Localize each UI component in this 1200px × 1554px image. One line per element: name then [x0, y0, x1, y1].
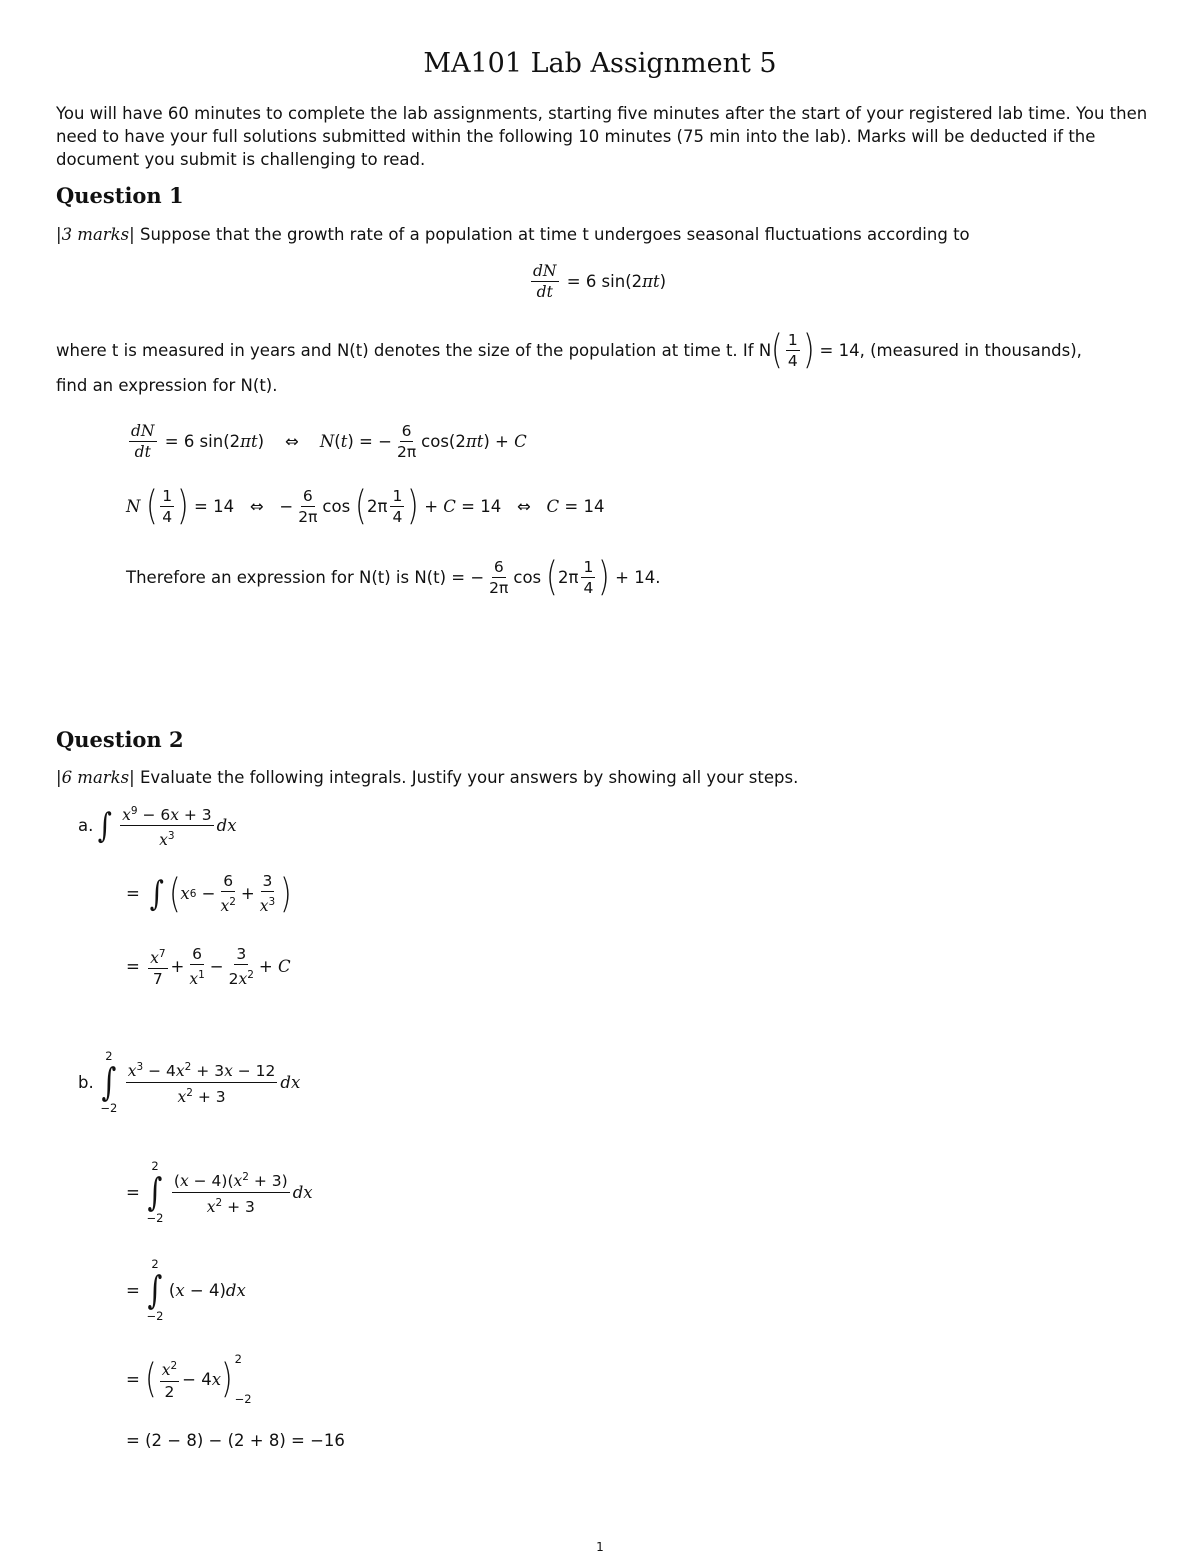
q1-prompt: Suppose that the growth rate of a population at time t undergoes seasonal fluctuations according to [139, 225, 970, 244]
question-2-heading: Question 2 [56, 727, 184, 752]
q1-prompt2-b: = 14, (measured in thousands), [819, 340, 1082, 360]
q1-prompt-line-3: find an expression for N(t). [56, 376, 278, 395]
q1-conclusion-prefix: Therefore an expression for N(t) is N(t) = − [126, 567, 485, 587]
q2-marks: 6 marks [61, 768, 130, 787]
q1-prompt-line-2: where t is measured in years and N(t) denotes the size of the population at time t. If N ( $\frac{1}{4}$ ) = 14, (measured in thousands), [56, 327, 1082, 373]
q1-solution-step-1: $\frac{dN}{dt}$ = 6 sin(2πt) ⇔ N(t) = − $\frac{6}{2\pi}$ cos(2πt) + C [131, 422, 527, 461]
q1-prompt-line: |3 marks| Suppose that the growth rate of a population at time t undergoes seasonal fluctuations according to [56, 225, 970, 244]
q1-solution-step-2: N ( $\frac{1}{4}$ ) = 14 ⇔ − $\frac{6}{2\pi}$ cos ( 2π $\frac{1}{4}$ ) + C = 14 ⇔ C = 14 [126, 483, 605, 529]
q2-part-a-step-1: = ∫ ( x 6 − $\frac{6}{x^2}$ + $\frac{3}{x^3}$ ) [126, 870, 292, 917]
q2-prompt: Evaluate the following integrals. Justify your answers by showing all your steps. [139, 768, 799, 787]
q2-part-b-step-2: = 2 ∫ −2 (x − 4)dx [126, 1257, 246, 1323]
q1-conclusion: Therefore an expression for N(t) is N(t) = − $\frac{6}{2\pi}$ cos ( 2π $\frac{1}{4}$ ) + 14. [126, 554, 661, 600]
q1-marks: 3 marks [61, 225, 130, 244]
intro-paragraph: You will have 60 minutes to complete the lab assignments, starting five minutes after the start of your registered lab time. You then need to have your full solutions submitted within the following 10 minutes (75 min into the lab). Marks will be deducted if the document you submit is challenging to read. [56, 104, 1148, 169]
q1-growth-equation: $\frac{dN}{dt}$ = 6 sin(2πt) [533, 262, 667, 301]
q2-part-b-integral: b. 2 ∫ −2 $\frac{x^3 - 4x^2 + 3x - 12}{x^2 + 3}$ dx [78, 1049, 301, 1115]
q2-part-b-label: b. [78, 1072, 94, 1092]
q2-part-a-label: a. [78, 816, 94, 836]
q2-part-b-final: = (2 − 8) − (2 + 8) = −16 [126, 1431, 345, 1450]
page-title: MA101 Lab Assignment 5 [423, 48, 777, 79]
q2-part-a-step-2: = $\frac{x^7}{7}$ + $\frac{6}{x^1}$ − $\frac{3}{2x^2}$ + C [126, 945, 291, 989]
q2-part-a-integral: a. ∫ $\frac{x^9 - 6x + 3}{x^3}$ dx [78, 802, 237, 849]
question-1-heading: Question 1 [56, 183, 184, 208]
q2-part-b-step-3: = ( $\frac{x^2}{2}$ − 4x ) 2 −2 [126, 1352, 252, 1406]
q2-part-b-step-1: = 2 ∫ −2 $\frac{(x - 4)(x^2 + 3)}{x^2 + 3}$ dx [126, 1159, 313, 1225]
q1-prompt2-a: where t is measured in years and N(t) denotes the size of the population at time t. If N [56, 340, 772, 360]
page-number: 1 [596, 1540, 604, 1554]
q2-prompt-line: |6 marks| Evaluate the following integrals. Justify your answers by showing all your steps. [56, 768, 799, 787]
